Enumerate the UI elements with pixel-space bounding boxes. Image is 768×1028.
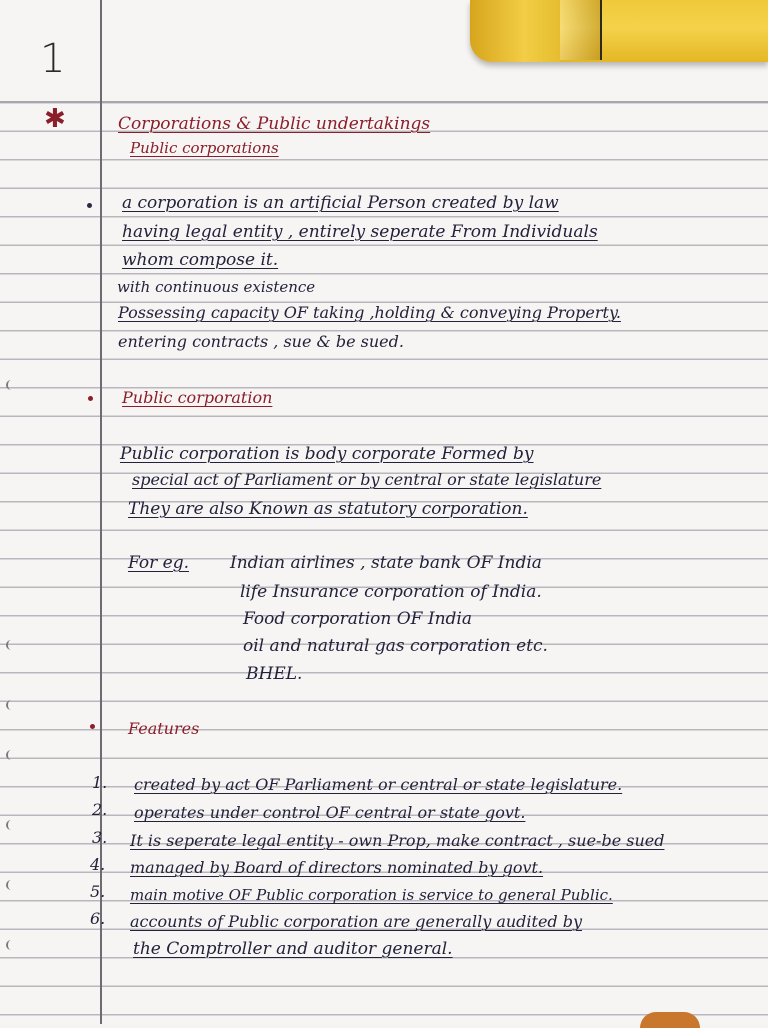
bullet-icon (88, 396, 93, 401)
feature-item-4: managed by Board of directors nominated by govt. (130, 858, 544, 877)
examples-label: For eg. (128, 553, 189, 573)
definition-line-1: a corporation is an artificial Person created by law (122, 193, 559, 213)
star-icon: ✱ (44, 104, 66, 134)
feature-number: 2. (92, 800, 108, 819)
feature-item-5: main motive OF Public corporation is service to general Public. (130, 886, 613, 904)
definition-line-5: Possessing capacity OF taking ,holding & conveying Property. (118, 303, 621, 322)
header-rule (0, 101, 768, 103)
definition-line-3: whom compose it. (122, 250, 279, 270)
definition-line-2: having legal entity , entirely seperate From Individuals (122, 222, 598, 242)
example-line-3: Food corporation OF India (243, 609, 472, 629)
feature-number: 1. (92, 773, 108, 792)
binding-hole (6, 700, 14, 710)
binding-hole (6, 880, 14, 890)
definition-line-4: with continuous existence (117, 278, 316, 296)
bullet-icon (90, 724, 95, 729)
feature-number: 3. (92, 828, 108, 847)
bottle-cap (470, 0, 560, 62)
binding-hole (6, 380, 14, 390)
feature-number: 4. (90, 855, 106, 874)
section-heading-public-corporation: Public corporation (122, 388, 273, 407)
feature-item-2: operates under control OF central or state govt. (134, 803, 526, 822)
feature-number: 6. (90, 909, 106, 928)
definition-line-6: entering contracts , sue & be sued. (118, 332, 404, 351)
public-corporation-line-2: special act of Parliament or by central or state legislature (132, 470, 602, 489)
page-number: 1 (40, 36, 66, 82)
sub-heading: Public corporations (130, 139, 279, 157)
binding-hole (6, 820, 14, 830)
public-corporation-line-3: They are also Known as statutory corporation. (128, 499, 528, 519)
corner-object (640, 1012, 700, 1028)
feature-number: 5. (90, 882, 106, 901)
example-line-4: oil and natural gas corporation etc. (243, 636, 548, 656)
feature-item-6: accounts of Public corporation are generally audited by (130, 912, 583, 931)
feature-item-6-continuation: the Comptroller and auditor general. (133, 939, 453, 959)
feature-item-3: It is seperate legal entity - own Prop, make contract , sue-be sued (130, 831, 665, 850)
main-heading: Corporations & Public undertakings (118, 114, 431, 134)
section-heading-features: Features (128, 719, 200, 738)
binding-hole (6, 640, 14, 650)
example-line-2: life Insurance corporation of India. (240, 582, 542, 602)
example-line-5: BHEL. (246, 664, 303, 684)
example-line-1: Indian airlines , state bank OF India (230, 553, 542, 573)
feature-item-1: created by act OF Parliament or central or state legislature. (134, 775, 623, 794)
bottle-band (560, 0, 602, 60)
bullet-icon (87, 203, 92, 208)
binding-hole (6, 750, 14, 760)
public-corporation-line-1: Public corporation is body corporate Formed by (120, 444, 534, 464)
binding-hole (6, 940, 14, 950)
